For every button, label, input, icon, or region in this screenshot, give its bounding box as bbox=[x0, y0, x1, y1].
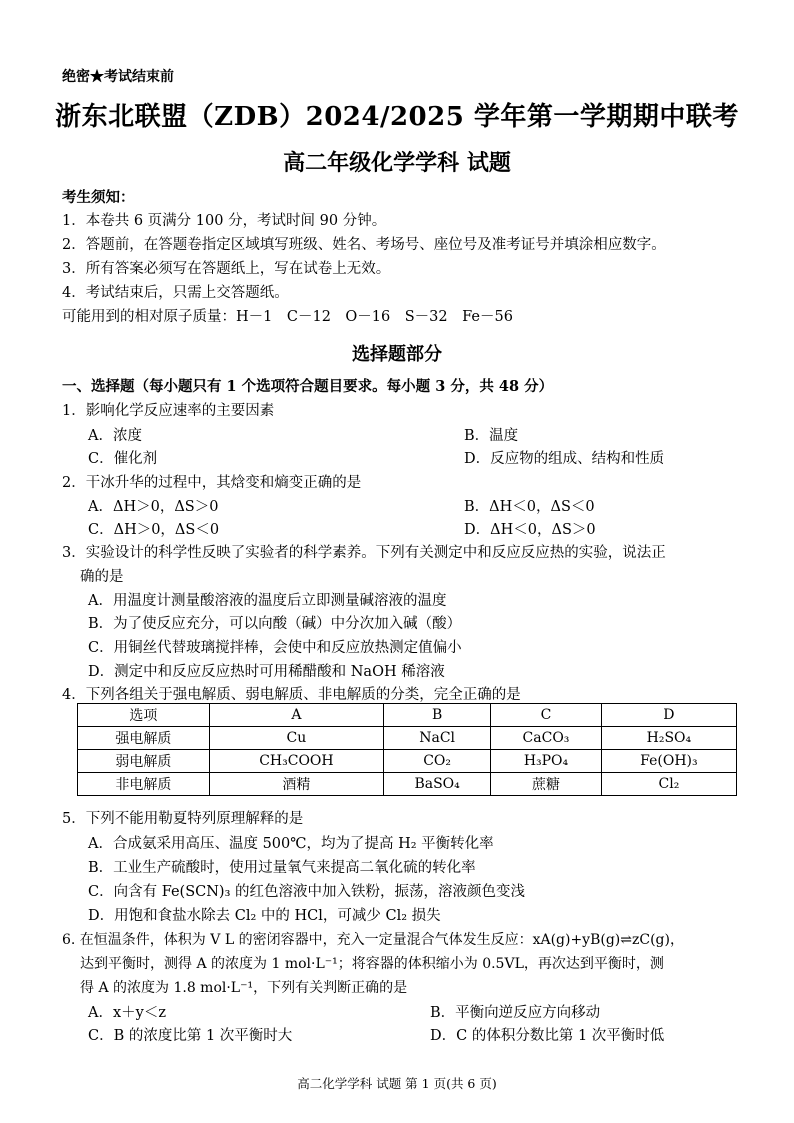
table-cell: H₃PO₄ bbox=[491, 750, 602, 773]
question-2-stem: 2．干冰升华的过程中，其焓变和熵变正确的是 bbox=[62, 475, 362, 491]
table-cell: Cl₂ bbox=[601, 773, 736, 796]
table-cell: CaCO₃ bbox=[491, 727, 602, 750]
q1-option-c: C．催化剂 bbox=[88, 451, 158, 467]
notice-item: 4．考试结束后，只需上交答题纸。 bbox=[62, 285, 289, 301]
q2-option-d: D．ΔH＜0，ΔS＞0 bbox=[464, 522, 596, 538]
question-4-stem: 4．下列各组关于强电解质、弱电解质、非电解质的分类，完全正确的是 bbox=[62, 687, 521, 703]
table-header-cell: 选项 bbox=[78, 704, 210, 727]
q1-option-d: D．反应物的组成、结构和性质 bbox=[464, 451, 665, 467]
table-cell: CH₃COOH bbox=[209, 750, 383, 773]
page-footer: 高二化学学科 试题 第 1 页(共 6 页) bbox=[297, 1076, 497, 1091]
q1-option-a: A．浓度 bbox=[88, 428, 142, 444]
table-cell: CO₂ bbox=[384, 750, 491, 773]
question-6-stem-cont: 达到平衡时，测得 A 的浓度为 1 mol·L⁻¹；将容器的体积缩小为 0.5VL，再次达到平衡时，测 bbox=[80, 956, 664, 972]
q2-option-c: C．ΔH＞0，ΔS＜0 bbox=[88, 522, 220, 538]
q6-option-a: A．x＋y＜z bbox=[88, 1005, 166, 1021]
table-cell: Fe(OH)₃ bbox=[601, 750, 736, 773]
question-5-stem: 5．下列不能用勒夏特列原理解释的是 bbox=[62, 811, 304, 827]
q2-option-a: A．ΔH＞0，ΔS＞0 bbox=[88, 499, 219, 515]
notice-heading: 考生须知： bbox=[62, 189, 135, 206]
section-title: 选择题部分 bbox=[352, 344, 442, 365]
part-heading: 一、选择题（每小题只有 1 个选项符合题目要求。每小题 3 分，共 48 分） bbox=[62, 378, 554, 395]
table-header-cell: D bbox=[601, 704, 736, 727]
notice-item: 2．答题前，在答题卷指定区域填写班级、姓名、考场号、座位号及准考证号并填涂相应数字。 bbox=[62, 237, 666, 253]
q1-option-b: B．温度 bbox=[464, 428, 519, 444]
q5-option-d: D．用饱和食盐水除去 Cl₂ 中的 HCl，可减少 Cl₂ 损失 bbox=[88, 908, 441, 924]
q3-option-b: B．为了使反应充分，可以向酸（碱）中分次加入碱（酸） bbox=[88, 616, 462, 632]
q6-option-b: B．平衡向逆反应方向移动 bbox=[430, 1005, 601, 1021]
q6-option-c: C．B 的浓度比第 1 次平衡时大 bbox=[88, 1028, 293, 1044]
question-6-stem: 6. 在恒温条件，体积为 V L 的密闭容器中，充入一定量混合气体发生反应：xA(g)+yB(g)⇌zC(g)， bbox=[62, 932, 684, 948]
notice-item: 1．本卷共 6 页满分 100 分，考试时间 90 分钟。 bbox=[62, 213, 387, 229]
confidential-label: 绝密★考试结束前 bbox=[62, 69, 174, 85]
table-cell: 蔗糖 bbox=[491, 773, 602, 796]
table-cell: Cu bbox=[209, 727, 383, 750]
q3-option-d: D．测定中和反应反应热时可用稀醋酸和 NaOH 稀溶液 bbox=[88, 664, 445, 680]
table-cell: H₂SO₄ bbox=[601, 727, 736, 750]
q6-option-d: D．C 的体积分数比第 1 次平衡时低 bbox=[430, 1028, 665, 1044]
table-header-cell: B bbox=[384, 704, 491, 727]
table-cell: BaSO₄ bbox=[384, 773, 491, 796]
exam-title: 浙东北联盟（ZDB）2024/2025 学年第一学期期中联考 bbox=[55, 102, 739, 132]
table-header-cell: C bbox=[491, 704, 602, 727]
q3-option-c: C．用铜丝代替玻璃搅拌棒，会使中和反应放热测定值偏小 bbox=[88, 640, 462, 656]
table-cell: 强电解质 bbox=[78, 727, 210, 750]
table-cell: NaCl bbox=[384, 727, 491, 750]
table-header-row bbox=[78, 704, 737, 727]
q3-option-a: A．用温度计测量酸溶液的温度后立即测量碱溶液的温度 bbox=[88, 593, 447, 609]
table-cell: 非电解质 bbox=[78, 773, 210, 796]
q5-option-b: B．工业生产硫酸时，使用过量氧气来提高二氧化硫的转化率 bbox=[88, 860, 476, 876]
question-3-stem-cont: 确的是 bbox=[80, 569, 124, 585]
question-3-stem: 3．实验设计的科学性反映了实验者的科学素养。下列有关测定中和反应反应热的实验，说法正 bbox=[62, 545, 666, 561]
q5-option-a: A．合成氨采用高压、温度 500℃，均为了提高 H₂ 平衡转化率 bbox=[88, 836, 494, 852]
q5-option-c: C．向含有 Fe(SCN)₃ 的红色溶液中加入铁粉，振荡，溶液颜色变浅 bbox=[88, 884, 526, 900]
table-row bbox=[78, 750, 737, 773]
atomic-mass-line: 可能用到的相对原子质量：H－1 C－12 O－16 S－32 Fe－56 bbox=[62, 309, 513, 325]
exam-subtitle: 高二年级化学学科 试题 bbox=[283, 150, 511, 176]
electrolyte-table bbox=[77, 703, 737, 796]
question-6-stem-cont: 得 A 的浓度为 1.8 mol·L⁻¹，下列有关判断正确的是 bbox=[80, 980, 408, 996]
table-row bbox=[78, 773, 737, 796]
table-cell: 酒精 bbox=[209, 773, 383, 796]
notice-item: 3．所有答案必须写在答题纸上，写在试卷上无效。 bbox=[62, 261, 391, 277]
table-row bbox=[78, 727, 737, 750]
table-cell: 弱电解质 bbox=[78, 750, 210, 773]
question-1-stem: 1．影响化学反应速率的主要因素 bbox=[62, 403, 275, 419]
q2-option-b: B．ΔH＜0，ΔS＜0 bbox=[464, 499, 595, 515]
table-header-cell: A bbox=[209, 704, 383, 727]
